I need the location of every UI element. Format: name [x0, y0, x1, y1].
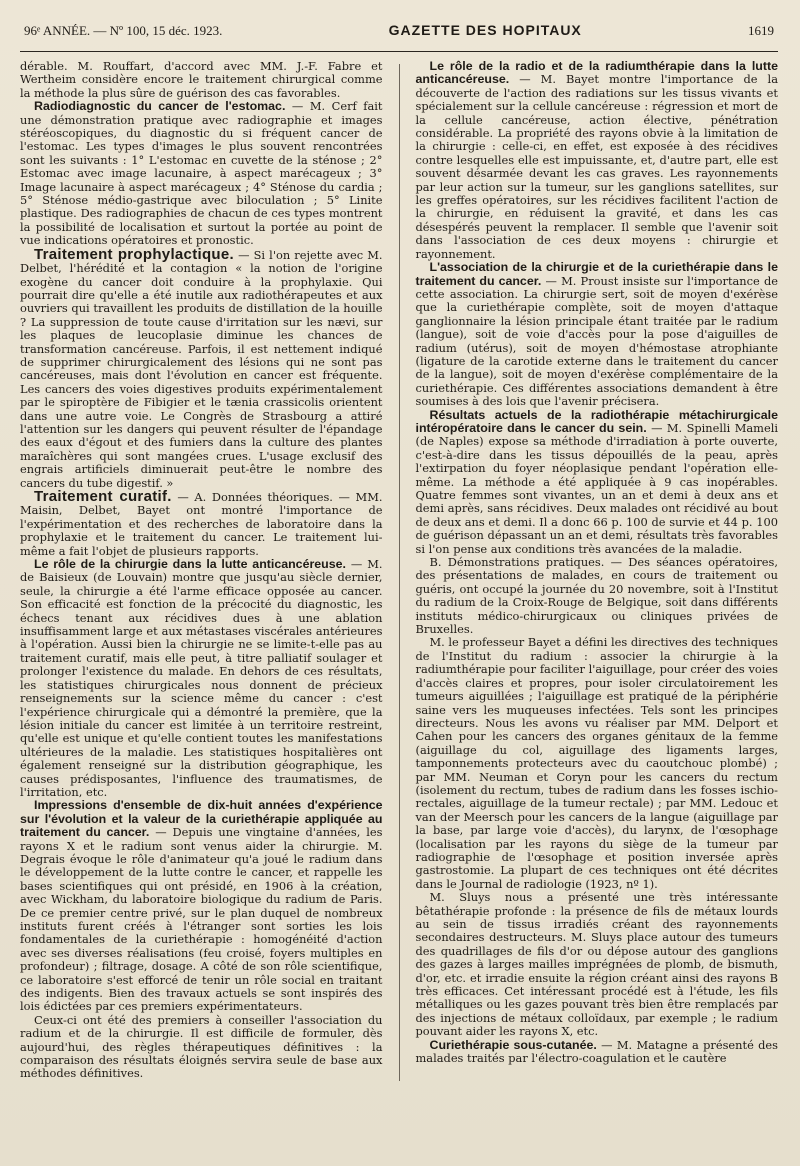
column-divider	[399, 64, 400, 1081]
paragraph	[416, 556, 779, 636]
section-text: — M. Proust insiste sur l'importance de cette association. La chirurgie sert, soit de moyen d'exérèse que la curiethérapie complète, soit de moyen d'attaque ganglionnaire la lésion principale étant traitée par le radium (langue), soit de voie d'accès pour la pose d'aiguilles de radium (utérus), soit de moyen d'hémostase atrophiante (ligature de la carotide externe dans le traitement du cancer de la langue), soit de moyen d'exérèse complémentaire de la curiethérapie. Ces différentes associations demandent à être soumises à des lois que l'avenir précisera.	[415, 273, 778, 409]
section	[416, 409, 779, 556]
section-heading: L'association de la chirurgie et de la curiethérapie dans le traitement du cancer.	[415, 260, 778, 288]
page-number: 1619	[747, 23, 774, 38]
paragraph-text: M. Sluys nous a présenté une très intéressante bêtathérapie profonde : la présence de fils de métaux lourds au sein de tissus irradiés créant des rayonnements secondaires destructeurs. M. Sluys place autour des tumeurs des quadrillages de fils d'or ou dépose autour des ganglions des gazes à larges mailles imprégnées de plomb, de bismuth, d'or, etc. et irradie ensuite la région créant ainsi des rayons B très efficaces. Cet intéressant procédé est à l'étude, les fils métalliques ou les gazes pouvant très bien être remplacés par des injections de métaux colloïdaux, par exemple ; le radium pouvant aider les rayons X, etc.	[415, 890, 778, 1039]
section-text: — A. Données théoriques. — MM. Maisin, Delbet, Bayet ont montré l'importance de l'expérimentation et des recherches de laboratoire dans la prophylaxie et le traitement du cancer. Le traitement lui-même a fait l'objet de plusieurs rapports.	[20, 490, 383, 558]
paragraph	[20, 1014, 383, 1081]
section-heading: Résultats actuels de la radiothérapie métachirurgicale intéropératoire dans le cancer du sein.	[415, 407, 778, 435]
paragraph	[20, 60, 383, 100]
section-heading: Impressions d'ensemble de dix-huit années d'expérience sur l'évolution et la valeur de la curiethérapie appliquée au traitement du cancer.	[20, 798, 383, 840]
section-heading: Radiodiagnostic du cancer de l'estomac.	[34, 99, 286, 114]
section	[416, 261, 779, 408]
section	[20, 245, 383, 490]
section	[416, 60, 779, 261]
section	[20, 100, 383, 247]
paragraph	[416, 891, 779, 1038]
section-heading: Traitement curatif.	[34, 488, 172, 505]
section-text: — Depuis une vingtaine d'années, les rayons X et le radium sont venus aider la chirurgie. M. Degrais évoque le rôle d'animateur qu'a joué le radium dans le développement de la lutte contre le cancer, et rappelle les bases scientifiques qui ont présidé, en 1906 à la création, avec Wickham, du laboratoire biologique du radium de Paris. De ce premier centre privé, sur le plan duquel de nombreux instituts furent créés à l'étranger sont sorties les lois fondamentales de la curiethérapie : homogénéité d'action avec ses diverses réalisations (feu croisé, foyers multiples en profondeur) ; filtrage, dosage. A côté de son rôle scientifique, ce laboratoire s'est efforcé de tenir un rôle social en traitant des indigents. Bien des travaux actuels se sont inspirés des lois édictées par ces premiers expérimentateurs.	[20, 825, 383, 1014]
section-text: — Si l'on rejette avec M. Delbet, l'hérédité et la contagion « la notion de l'origine exogène du cancer doit conduire à la prophylaxie. Qui pourrait dire qu'elle a été inutile aux radiothérapeutes et aux ouvriers qui travaillent les produits de distillation de la houille ? La suppression de toute cause d'irritation sur les nævi, sur les plaques de leucoplasie diminue les chances de transformation cancéreuse. Parfois, il est nettement indiqué de supprimer chirurgicalement des lésions qui ne sont pas cancéreuses, mais dont l'évolution en cancer est fréquente. Les cancers des voies digestives produits expérimentalement par le spiroptère de Fibigier et le tænia crassicolis orientent dans une autre voie. Le Congrès de Strasbourg a attiré l'attention sur les dangers qui peuvent résulter de l'épandage des eaux d'égout et des fumiers dans la culture des plantes maraîchères qui sont mangées crues. L'usage exclusif des engrais artificiels diminuerait peut-être le nombre des cancers du tube digestif. »	[20, 247, 383, 490]
section-text: — M. Spinelli Mameli (de Naples) expose sa méthode d'irradiation à porte ouverte, c'est-à-dire dans les tissus dépouillés de la peau, après l'extirpation du foyer néoplasique pendant l'opération elle-même. La méthode a été appliquée à 9 cas inopérables. Quatre femmes sont vivantes, un an et demi à deux ans et demi après, sans récidives. Deux malades ont récidivé au bout de deux ans et demi. Il a donc 66 p. 100 de survie et 44 p. 100 de guérison dépassant un an et demi, résultats très favorables si l'on pense aux conditions très avancées de la maladie.	[415, 420, 778, 556]
right-column	[416, 60, 779, 1081]
paragraph-text: dérable. M. Rouffart, d'accord avec MM. J.-F. Fabre et Wertheim considère encore le traitement chirurgical comme la méthode la plus sûre de guérison des cas favorables.	[20, 59, 383, 100]
article-columns	[20, 60, 778, 1081]
section-heading: Curiethérapie sous-cutanée.	[429, 1037, 597, 1052]
section-heading: Le rôle de la chirurgie dans la lutte anticancéreuse.	[34, 557, 346, 572]
section	[20, 558, 383, 799]
paragraph-text: Ceux-ci ont été des premiers à conseiller l'association du radium et de la chirurgie. Il est difficile de formuler, dès aujourd'hui, des règles thérapeutiques définitives : la comparaison des résultats éloignés servira seule de base aux méthodes définitives.	[20, 1012, 383, 1081]
paragraph-text: M. le professeur Bayet a défini les directives des techniques de l'Institut du radium : associer la chirurgie à la radiumthérapie pour faciliter l'aiguillage, pour créer des voies d'accès claires et propres, pour isoler circulatoirement les tumeurs aiguillées ; l'aiguillage est pratiqué de la périphérie saine vers les muqueuses infectées. Tels sont les principes directeurs. Nous les avons vu réaliser par MM. Delport et Cahen pour les cancers des organes génitaux de la femme (aiguillage du col, aiguillage des ligaments larges, tamponnements protecteurs avec du caoutchouc plombé) ; par MM. Neuman et Coryn pour les cancers du rectum (isolement du rectum, tubes de radium dans les fosses ischio-rectales, aiguillage de la tumeur rectale) ; par MM. Ledouc et van der Meersch pour les cancers de la langue (aiguillage par la base, par large voie d'accès), du larynx, de l'œsophage (localisation par les rayons du siège de la tumeur par radiographie de l'œsophage et position inversée après gastrostomie. La plupart de ces techniques ont été décrites dans le Journal de radiologie (1923, nº 1).	[415, 635, 778, 891]
publication-title: GAZETTE DES HOPITAUX	[388, 22, 582, 38]
paragraph	[416, 636, 779, 891]
section-text: — M. de Baisieux (de Louvain) montre que jusqu'au siècle dernier, seule, la chirurgie a été l'arme efficace opposée au cancer. Son efficacité est fonction de la précocité du diagnostic, les échecs tenant aux récidives dues à une ablation insuffisamment large et aux métastases viscérales antérieures à l'opération. Aussi bien la chirurgie ne se limite-t-elle pas au traitement curatif, mais elle peut, à titre palliatif soulager et prolonger l'existence du malade. En dehors de ces résultats, les statistiques chirurgicales nous donnent de précieux renseignements sur la science même du cancer : c'est l'expérience chirurgicale qui a démontré la première, que la lésion initiale du cancer est limitée à un territoire restreint, qu'elle est unique et qu'elle contient toutes les manifestations ultérieures de la maladie. Les statistiques hospitalières ont également renseigné sur la distribution géographique, les causes prédisposantes, l'influence des traumatismes, de l'irritation, etc.	[20, 557, 383, 799]
section-heading: Traitement prophylactique.	[34, 245, 234, 263]
section	[416, 1039, 779, 1066]
left-column	[20, 60, 383, 1081]
page-header	[20, 22, 778, 52]
section-heading: Le rôle de la radio et de la radiumthérapie dans la lutte anticancéreuse.	[415, 59, 778, 87]
section	[20, 799, 383, 1014]
section-text: — M. Cerf fait une démonstration pratique avec radiographie et images stéréoscopiques, du diagnostic du si fréquent cancer de l'estomac. Les types d'images le plus souvent rencontrées sont les suivants : 1° L'estomac en cuvette de la sténose ; 2° Estomac avec image lacunaire, à aspect marécageux ; 3° Image lacunaire à aspect marécageux ; 4° Sténose du cardia ; 5° Sténose médio-gastrique avec biloculation ; 5° Linite plastique. Des radiographies de chacun de ces types montrent la possibilité de localisation et surtout la portée au point de vue indications opératoires et pronostic.	[20, 99, 383, 248]
issue-info: 96ᵉ ANNÉE. — Nº 100, 15 déc. 1923.	[24, 23, 223, 38]
paragraph-text: B. Démonstrations pratiques. — Des séances opératoires, des présentations de malades, en cours de traitement ou guéris, ont occupé la journée du 20 novembre, soit à l'Institut du radium de la Croix-Rouge de Belgique, soit dans différents instituts médico-chirurgicaux ou cliniques privées de Bruxelles.	[415, 555, 778, 637]
section-text: — M. Matagne a présenté des malades traités par l'électro-coagulation et le cautère	[415, 1037, 778, 1066]
section-text: — M. Bayet montre l'importance de la découverte de l'action des radiations sur les tissus vivants et spécialement sur la cellule cancéreuse : régression et mort de la cellule cancéreuse, action élective, pénétration considérable. La propriété des rayons obvie à la limitation de la chirurgie : celle-ci, en effet, est exposée à des récidives contre lesquelles elle est impuissante, et, d'autre part, elle est souvent désarmée devant les cas graves. Les rayonnements par leur action sur la tumeur, sur les ganglions satellites, sur les greffes opératoires, sur les récidives facilitent l'action de la chirurgie, en réduisent la gravité, et dans les cas désespérés peuvent la remplacer. Il semble que l'avenir soit dans l'association de ces deux moyens : chirurgie et rayonnement.	[415, 72, 778, 261]
section	[20, 490, 383, 558]
